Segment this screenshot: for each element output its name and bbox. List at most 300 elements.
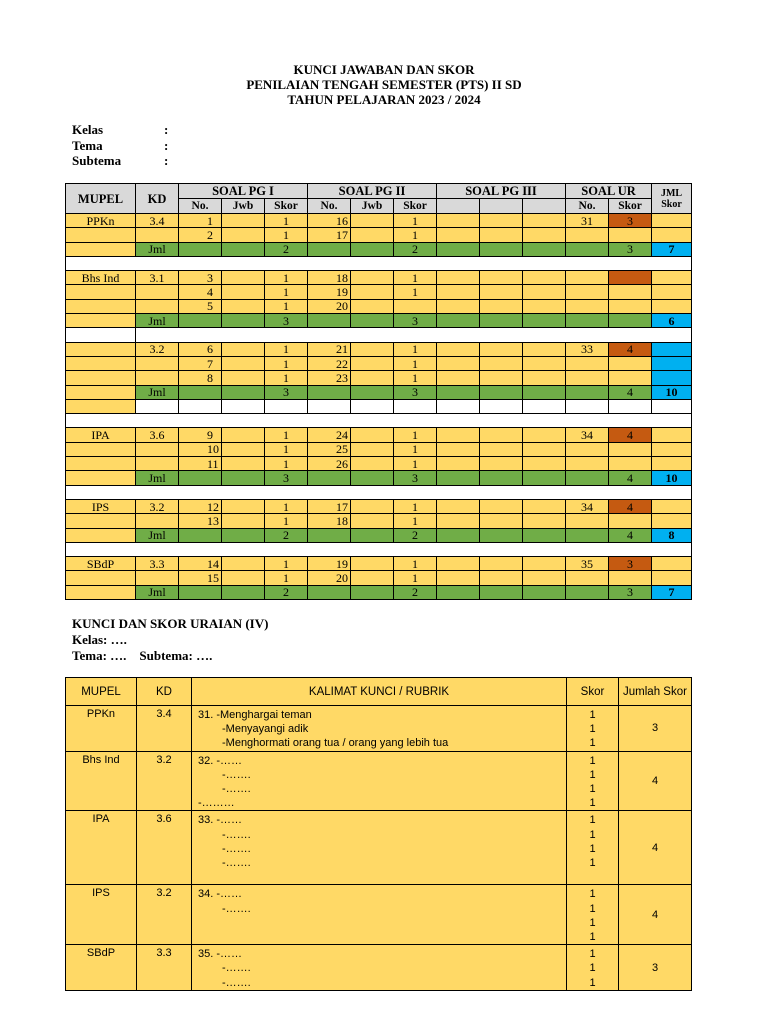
pg1-no: [179, 528, 222, 542]
rubric-skor: [567, 811, 619, 885]
jml-cell: [652, 557, 692, 571]
sub-skor: Skor: [394, 199, 437, 214]
pg3-skor: [523, 214, 566, 228]
table-row: [66, 499, 692, 513]
kd-cell: 3.6: [136, 428, 179, 442]
sub-skor: Skor: [265, 199, 308, 214]
pg3-skor: [523, 457, 566, 471]
pg3-skor: [523, 371, 566, 385]
empty-cell: [609, 399, 652, 413]
pg3-skor: [523, 442, 566, 456]
pg3-no: [437, 442, 480, 456]
spacer-cell: [66, 414, 692, 428]
jml-cell: [652, 342, 692, 356]
rubric-header-mupel: MUPEL: [66, 678, 137, 706]
ur-skor: [609, 442, 652, 456]
rubric-jumlah: 3: [619, 706, 692, 752]
pg2-skor: 1: [394, 356, 437, 370]
spacer-row: [66, 256, 692, 270]
table-row: [66, 571, 692, 585]
pg1-jwb: [222, 457, 265, 471]
rubric-line: -…….: [222, 842, 251, 855]
rubric-skor-value: 1: [589, 931, 596, 944]
ur-no: [566, 271, 609, 285]
pg2-no: 26: [308, 457, 351, 471]
table-row: [66, 285, 692, 299]
header-pg1: SOAL PG I: [179, 184, 308, 199]
pg3-skor: [523, 342, 566, 356]
pg3-no: [437, 356, 480, 370]
mupel-cell: PPKn: [66, 214, 136, 228]
pg2-no: 17: [308, 499, 351, 513]
ur-skor: [609, 371, 652, 385]
rubric-skor-value: 1: [589, 948, 596, 961]
rubric-row: [66, 706, 692, 752]
pg1-skor: 1: [265, 442, 308, 456]
pg3-skor: [523, 471, 566, 485]
ur-total: 4: [609, 471, 652, 485]
ur-no: [566, 285, 609, 299]
rubric-kalimat: [192, 885, 567, 945]
pg2-jwb: [351, 457, 394, 471]
pg3-no: [437, 571, 480, 585]
pg1-no: 9: [179, 428, 222, 442]
rubric-header-kalimat: KALIMAT KUNCI / RUBRIK: [192, 678, 567, 706]
pg3-no: [437, 314, 480, 328]
rubric-line: 35. -……: [198, 948, 243, 961]
jml-cell: [652, 499, 692, 513]
pg1-no: [179, 242, 222, 256]
pg2-jwb: [351, 356, 394, 370]
pg1-jwb: [222, 428, 265, 442]
rubric-line: -…….: [222, 828, 251, 841]
pg1-jwb: [222, 471, 265, 485]
rubric-skor-value: 1: [589, 797, 596, 810]
pg3-no: [437, 299, 480, 313]
sub-empty: [523, 199, 566, 214]
pg2-no: 18: [308, 271, 351, 285]
pg2-total: 2: [394, 585, 437, 599]
pg2-jwb: [351, 299, 394, 313]
pg1-jwb: [222, 228, 265, 242]
rubric-kd: 3.3: [137, 945, 192, 991]
mupel-cell: SBdP: [66, 557, 136, 571]
rubric-line: -…….: [222, 962, 251, 975]
kd-cell: 3.3: [136, 557, 179, 571]
ur-no: [566, 442, 609, 456]
table-row: [66, 214, 692, 228]
ur-no: [566, 528, 609, 542]
pg3-jwb: [480, 214, 523, 228]
pg1-jwb: [222, 385, 265, 399]
rubric-line: 31. -Menghargai teman: [198, 709, 312, 721]
pg3-no: [437, 385, 480, 399]
pg2-jwb: [351, 242, 394, 256]
pg2-no: 22: [308, 356, 351, 370]
pg3-jwb: [480, 585, 523, 599]
jml-cell: [652, 371, 692, 385]
jml-cell: [652, 457, 692, 471]
header-kd: KD: [136, 184, 179, 214]
pg2-jwb: [351, 428, 394, 442]
ur-no: [566, 242, 609, 256]
pg3-jwb: [480, 557, 523, 571]
pg2-jwb: [351, 285, 394, 299]
rubric-table: [65, 677, 692, 991]
ur-skor: [609, 285, 652, 299]
ur-no: [566, 356, 609, 370]
empty-cell: [652, 399, 692, 413]
pg2-no: 19: [308, 285, 351, 299]
mupel-cell: [66, 442, 136, 456]
rubric-line: -…….: [222, 857, 251, 870]
pg1-jwb: [222, 585, 265, 599]
ur-no: 31: [566, 214, 609, 228]
score-header-row: [66, 184, 692, 199]
pg2-no: 17: [308, 228, 351, 242]
jml-cell: [652, 571, 692, 585]
pg2-no: 21: [308, 342, 351, 356]
rubric-line: -………: [198, 797, 235, 810]
mupel-cell: IPA: [66, 428, 136, 442]
rubric-skor-value: 1: [589, 888, 596, 901]
empty-cell: [136, 399, 179, 413]
pg2-no: 20: [308, 299, 351, 313]
rubric-skor-value: 1: [589, 962, 596, 975]
info-subtema: Subtema :: [72, 153, 169, 168]
mupel-cell: [66, 342, 136, 356]
pg1-skor: 1: [265, 228, 308, 242]
kd-cell: [136, 285, 179, 299]
empty-cell: [523, 399, 566, 413]
rubric-skor: [567, 885, 619, 945]
spacer-cell: [136, 328, 692, 342]
spacer-row: [66, 328, 692, 342]
pg1-jwb: [222, 499, 265, 513]
rubric-kalimat: [192, 706, 567, 752]
pg2-total: 3: [394, 471, 437, 485]
empty-cell: [222, 399, 265, 413]
pg1-jwb: [222, 242, 265, 256]
pg2-no: [308, 242, 351, 256]
table-row: [66, 514, 692, 528]
pg2-jwb: [351, 342, 394, 356]
jml-total: 7: [652, 242, 692, 256]
sub-no: No.: [566, 199, 609, 214]
uraian-tema-line: [72, 648, 268, 664]
pg1-no: 7: [179, 356, 222, 370]
rubric-line: [198, 916, 566, 930]
mupel-cell: [66, 514, 136, 528]
rubric-row: [66, 885, 692, 945]
table-row: [66, 442, 692, 456]
mupel-cell: [66, 299, 136, 313]
pg1-no: 14: [179, 557, 222, 571]
rubric-jumlah: 4: [619, 751, 692, 811]
pg1-total: 2: [265, 528, 308, 542]
pg3-no: [437, 371, 480, 385]
pg2-no: 20: [308, 571, 351, 585]
pg1-skor: 1: [265, 371, 308, 385]
table-row: [66, 557, 692, 571]
header-pg2: SOAL PG II: [308, 184, 437, 199]
jml-cell: [652, 356, 692, 370]
table-row: [66, 356, 692, 370]
ur-skor: 4: [609, 499, 652, 513]
rubric-line: -…….: [222, 768, 251, 781]
pg3-jwb: [480, 428, 523, 442]
rubric-skor-value: 1: [589, 857, 596, 870]
rubric-kalimat: [192, 751, 567, 811]
kd-cell: [136, 371, 179, 385]
jml-cell: [652, 514, 692, 528]
pg2-no: [308, 471, 351, 485]
pg1-skor: 1: [265, 356, 308, 370]
header-jml: JML Skor: [652, 184, 692, 214]
mupel-cell: [66, 371, 136, 385]
pg2-jwb: [351, 585, 394, 599]
pg3-skor: [523, 314, 566, 328]
mupel-cell: [66, 228, 136, 242]
ur-skor: [609, 514, 652, 528]
rubric-mupel: Bhs Ind: [66, 751, 137, 811]
pg1-skor: 1: [265, 271, 308, 285]
spacer-cell: [66, 328, 136, 342]
pg2-jwb: [351, 214, 394, 228]
pg2-skor: 1: [394, 214, 437, 228]
ur-skor: [609, 228, 652, 242]
pg3-jwb: [480, 271, 523, 285]
rubric-line: -Menghormati orang tua / orang yang lebih tua: [222, 737, 449, 750]
rubric-header-kd: KD: [137, 678, 192, 706]
kd-cell: 3.1: [136, 271, 179, 285]
empty-cell: [566, 399, 609, 413]
table-row: [66, 371, 692, 385]
mupel-cell: [66, 571, 136, 585]
pg2-no: [308, 385, 351, 399]
jml-cell: [652, 214, 692, 228]
spacer-row: [66, 485, 692, 499]
info-kelas: Kelas :: [72, 122, 169, 137]
pg3-skor: [523, 242, 566, 256]
empty-row: [66, 399, 692, 413]
ur-no: 33: [566, 342, 609, 356]
rubric-kd: 3.4: [137, 706, 192, 752]
pg1-no: 6: [179, 342, 222, 356]
pg3-skor: [523, 228, 566, 242]
ur-no: 34: [566, 499, 609, 513]
kd-cell: [136, 299, 179, 313]
rubric-skor: [567, 706, 619, 752]
ur-no: [566, 571, 609, 585]
pg2-skor: 1: [394, 499, 437, 513]
pg1-jwb: [222, 314, 265, 328]
ur-skor: [609, 299, 652, 313]
pg1-jwb: [222, 271, 265, 285]
kd-cell: 3.4: [136, 214, 179, 228]
pg1-no: 11: [179, 457, 222, 471]
pg2-no: 24: [308, 428, 351, 442]
pg1-skor: 1: [265, 285, 308, 299]
pg2-skor: 1: [394, 342, 437, 356]
ur-total: [609, 314, 652, 328]
ur-no: [566, 314, 609, 328]
pg1-no: 8: [179, 371, 222, 385]
ur-no: [566, 385, 609, 399]
pg1-total: 3: [265, 314, 308, 328]
rubric-jumlah: 4: [619, 811, 692, 885]
jml-label: Jml: [136, 314, 179, 328]
jml-cell: [652, 442, 692, 456]
ur-no: [566, 514, 609, 528]
mupel-cell: [66, 471, 136, 485]
ur-skor: 4: [609, 342, 652, 356]
rubric-body: [66, 706, 692, 991]
ur-total: 3: [609, 242, 652, 256]
rubric-skor: [567, 751, 619, 811]
pg3-skor: [523, 514, 566, 528]
pg1-jwb: [222, 528, 265, 542]
pg1-total: 2: [265, 242, 308, 256]
pg3-no: [437, 214, 480, 228]
pg2-no: 16: [308, 214, 351, 228]
mupel-cell: [66, 399, 136, 413]
rubric-kd: 3.6: [137, 811, 192, 885]
pg3-skor: [523, 356, 566, 370]
ur-skor: 4: [609, 428, 652, 442]
pg2-jwb: [351, 228, 394, 242]
empty-cell: [179, 399, 222, 413]
rubric-skor-value: 1: [589, 709, 596, 721]
jml-total: 10: [652, 471, 692, 485]
rubric-skor-value: 1: [589, 828, 596, 841]
pg2-jwb: [351, 514, 394, 528]
mupel-cell: [66, 242, 136, 256]
pg1-total: 2: [265, 585, 308, 599]
rubric-skor-value: 1: [589, 754, 596, 767]
pg1-no: [179, 585, 222, 599]
pg2-no: [308, 585, 351, 599]
score-table: [65, 183, 692, 600]
pg1-skor: 1: [265, 499, 308, 513]
header-year: TAHUN PELAJARAN 2023 / 2024: [287, 92, 481, 107]
empty-cell: [351, 399, 394, 413]
mupel-cell: Bhs Ind: [66, 271, 136, 285]
pg2-total: 2: [394, 242, 437, 256]
pg3-skor: [523, 571, 566, 585]
sub-jwb: Jwb: [351, 199, 394, 214]
pg2-jwb: [351, 471, 394, 485]
mupel-cell: [66, 528, 136, 542]
rubric-row: [66, 945, 692, 991]
pg3-no: [437, 271, 480, 285]
mupel-cell: [66, 314, 136, 328]
uraian-kelas: Kelas: ….: [72, 632, 127, 647]
table-row: [66, 271, 692, 285]
jml-cell: [652, 299, 692, 313]
ur-no: [566, 585, 609, 599]
rubric-mupel: IPA: [66, 811, 137, 885]
mupel-cell: IPS: [66, 499, 136, 513]
spacer-cell: [66, 542, 692, 556]
pg1-no: 13: [179, 514, 222, 528]
pg2-no: 23: [308, 371, 351, 385]
rubric-line: -Menyayangi adik: [222, 723, 309, 736]
table-row: [66, 428, 692, 442]
uraian-subtema: Subtema: ….: [139, 648, 213, 663]
kd-cell: [136, 356, 179, 370]
ur-skor: [609, 356, 652, 370]
jml-total: 6: [652, 314, 692, 328]
pg2-jwb: [351, 557, 394, 571]
pg3-no: [437, 528, 480, 542]
mupel-cell: [66, 385, 136, 399]
spacer-row: [66, 414, 692, 428]
score-body: [66, 214, 692, 600]
mupel-cell: [66, 356, 136, 370]
pg3-skor: [523, 557, 566, 571]
pg3-no: [437, 242, 480, 256]
sub-empty: [437, 199, 480, 214]
rubric-line: 34. -……: [198, 888, 243, 901]
pg3-skor: [523, 299, 566, 313]
pg1-skor: 1: [265, 557, 308, 571]
jml-cell: [652, 228, 692, 242]
rubric-row: [66, 811, 692, 885]
ur-no: [566, 457, 609, 471]
ur-total: 4: [609, 385, 652, 399]
jml-cell: [652, 285, 692, 299]
sub-no: No.: [179, 199, 222, 214]
spacer-row: [66, 542, 692, 556]
info-tema: Tema :: [72, 137, 169, 153]
pg1-no: [179, 471, 222, 485]
sub-skor: Skor: [609, 199, 652, 214]
kd-cell: [136, 442, 179, 456]
rubric-line: 32. -……: [198, 754, 243, 767]
rubric-skor-value: 1: [589, 976, 596, 989]
pg3-skor: [523, 428, 566, 442]
pg3-skor: [523, 285, 566, 299]
empty-cell: [480, 399, 523, 413]
pg3-jwb: [480, 356, 523, 370]
ur-total: 4: [609, 528, 652, 542]
total-row: [66, 242, 692, 256]
sub-jwb: Jwb: [222, 199, 265, 214]
pg3-skor: [523, 528, 566, 542]
pg3-jwb: [480, 457, 523, 471]
pg2-jwb: [351, 442, 394, 456]
jml-total: 10: [652, 385, 692, 399]
header-pg3: SOAL PG III: [437, 184, 566, 199]
rubric-mupel: SBdP: [66, 945, 137, 991]
jml-label: Jml: [136, 471, 179, 485]
pg1-jwb: [222, 514, 265, 528]
pg1-skor: 1: [265, 428, 308, 442]
pg2-skor: 1: [394, 285, 437, 299]
rubric-skor-value: 1: [589, 814, 596, 827]
pg3-no: [437, 228, 480, 242]
pg2-jwb: [351, 371, 394, 385]
pg1-jwb: [222, 442, 265, 456]
pg3-jwb: [480, 514, 523, 528]
sub-empty: [480, 199, 523, 214]
pg1-skor: 1: [265, 342, 308, 356]
empty-cell: [265, 399, 308, 413]
info-block: [72, 122, 168, 169]
pg3-jwb: [480, 299, 523, 313]
pg3-jwb: [480, 242, 523, 256]
